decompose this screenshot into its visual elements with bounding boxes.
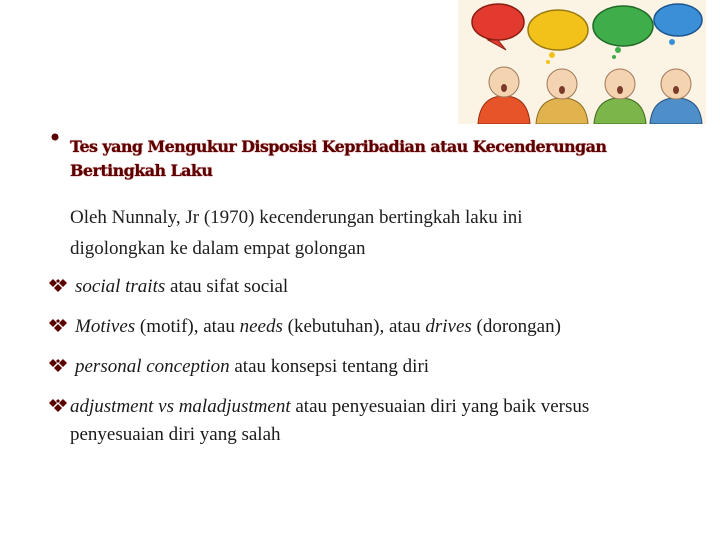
diamond-bullet-icon (48, 399, 68, 416)
diamond-bullet-icon (48, 279, 68, 296)
list-item (48, 268, 698, 308)
intro-paragraph (70, 202, 670, 264)
list-item-text (70, 388, 589, 426)
list-item-text (75, 308, 561, 346)
list-item (48, 348, 698, 388)
item-description: atau konsepsi tentang diri (229, 356, 430, 377)
item-description: (motif), atau (135, 316, 240, 337)
heading-line-2: Bertingkah Laku (70, 161, 213, 180)
list-item (48, 308, 698, 348)
item-description: (kebutuhan), atau (282, 316, 426, 337)
italic-term: drives (425, 316, 472, 337)
bullet-list (48, 268, 698, 450)
item-description: atau penyesuaian diri yang baik versus (290, 396, 590, 417)
italic-term: social traits (75, 276, 166, 297)
heading-section (50, 128, 680, 190)
speech-bubbles (472, 4, 702, 64)
illustration-image (458, 0, 706, 124)
people-talking-illustration (458, 0, 706, 124)
list-item (48, 388, 698, 428)
list-item-text (75, 348, 429, 386)
item-description: atau sifat social (165, 276, 289, 297)
slide-heading (70, 128, 680, 190)
diamond-bullet-icon (48, 319, 68, 336)
item-description: (dorongan) (471, 316, 561, 337)
list-item-text (75, 268, 288, 306)
list-item-continuation: penyesuaian diri yang salah (70, 424, 281, 445)
people (478, 67, 702, 124)
italic-term: needs (239, 316, 283, 337)
heading-line-1: Tes yang Mengukur Disposisi Kepribadian atau Kecenderungan (70, 137, 607, 156)
italic-term: adjustment vs maladjustment (70, 396, 291, 417)
intro-line-2: digolongkan ke dalam empat golongan (70, 238, 366, 259)
round-bullet-icon (50, 132, 60, 142)
diamond-bullet-icon (48, 359, 68, 376)
italic-term: Motives (75, 316, 136, 337)
intro-line-1: Oleh Nunnaly, Jr (1970) kecenderungan bertingkah laku ini (70, 207, 523, 228)
italic-term: personal conception (75, 356, 230, 377)
